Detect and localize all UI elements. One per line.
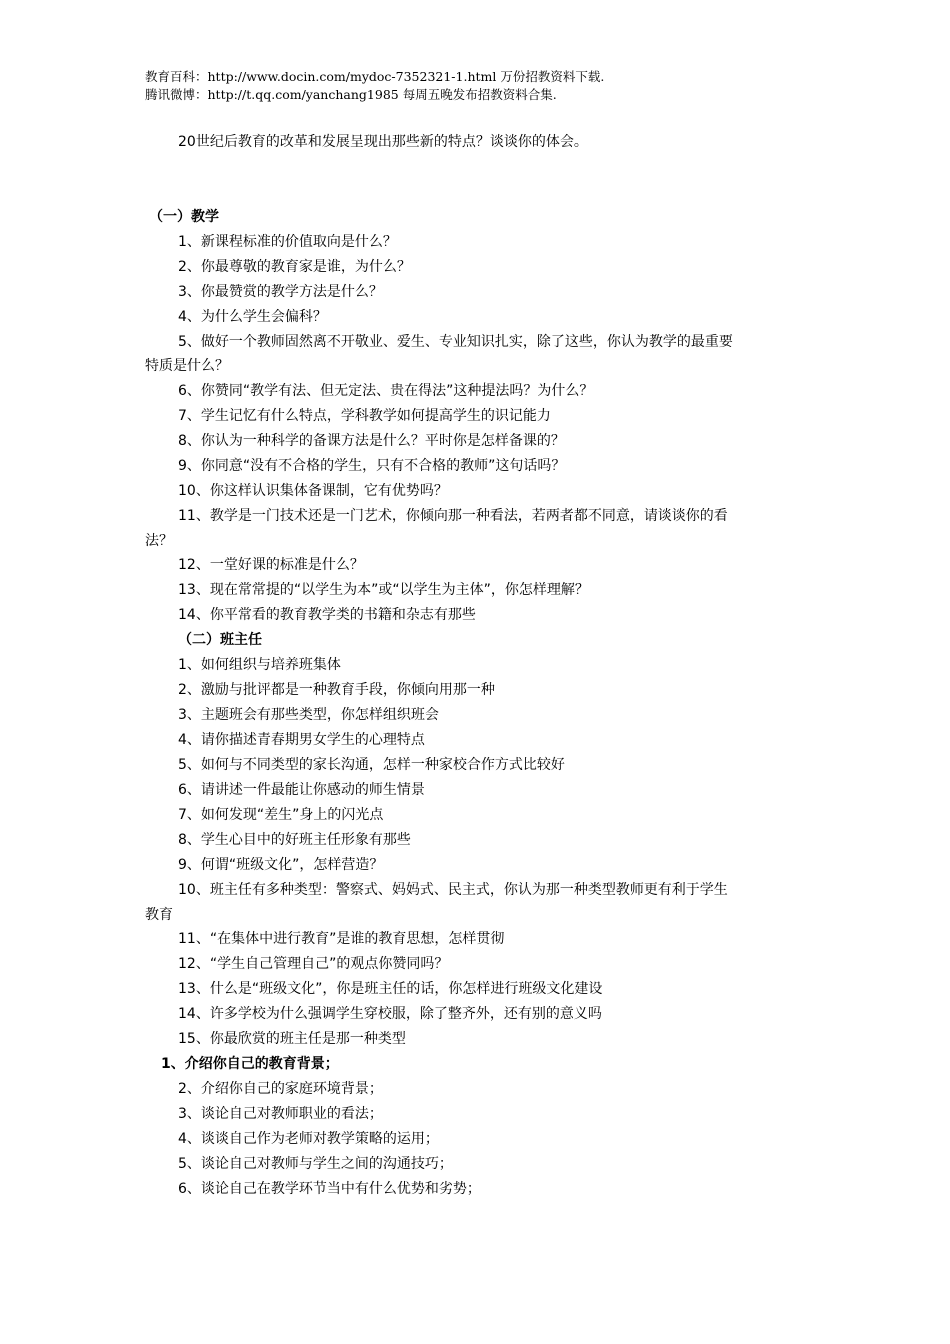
- self-intro-q4: 4、谈谈自己作为老师对教学策略的运用；: [178, 1131, 439, 1147]
- class-teacher-q2: 2、激励与批评都是一种教育手段，你倾向用那一种: [178, 682, 495, 698]
- header-line-weibo: 腾讯微博：http://t.qq.com/yanchang1985 每周五晚发布招教资料合集.: [145, 87, 557, 102]
- class-teacher-q1: 1、如何组织与培养班集体: [178, 657, 341, 673]
- class-teacher-q5: 5、如何与不同类型的家长沟通，怎样一种家校合作方式比较好: [178, 757, 565, 773]
- class-teacher-q4: 4、请你描述青春期男女学生的心理特点: [178, 732, 425, 748]
- teaching-q5-line1: 5、做好一个教师固然离不开敬业、爱生、专业知识扎实，除了这些，你认为教学的最重要: [178, 334, 733, 350]
- class-teacher-q7: 7、如何发现“差生”身上的闪光点: [178, 807, 384, 823]
- page-header: [145, 68, 604, 104]
- section-title-class-teacher: （二）班主任: [178, 632, 262, 648]
- self-intro-q2: 2、介绍你自己的家庭环境背景；: [178, 1081, 383, 1097]
- self-intro-q3: 3、谈论自己对教师职业的看法；: [178, 1106, 383, 1122]
- teaching-q8: 8、你认为一种科学的备课方法是什么？平时你是怎样备课的？: [178, 433, 565, 449]
- class-teacher-q11: 11、“在集体中进行教育”是谁的教育思想，怎样贯彻: [178, 931, 505, 947]
- class-teacher-q10-line1: 10、班主任有多种类型：警察式、妈妈式、民主式，你认为那一种类型教师更有利于学生: [178, 882, 728, 898]
- teaching-q14: 14、你平常看的教育教学类的书籍和杂志有那些: [178, 607, 476, 623]
- class-teacher-q13: 13、什么是“班级文化”，你是班主任的话，你怎样进行班级文化建设: [178, 981, 603, 997]
- class-teacher-q3: 3、主题班会有那些类型，你怎样组织班会: [178, 707, 439, 723]
- teaching-q7: 7、学生记忆有什么特点，学科教学如何提高学生的识记能力: [178, 408, 551, 424]
- class-teacher-q15: 15、你最欣赏的班主任是那一种类型: [178, 1031, 406, 1047]
- teaching-q3: 3、你最赞赏的教学方法是什么？: [178, 284, 383, 300]
- teaching-q11-line1: 11、教学是一门技术还是一门艺术，你倾向那一种看法，若两者都不同意，请谈谈你的看: [178, 508, 728, 524]
- header-line-docin: 教育百科：http://www.docin.com/mydoc-7352321-1.html 万份招教资料下载.: [145, 69, 605, 84]
- class-teacher-q10-line2: 教育: [145, 907, 173, 923]
- class-teacher-q9: 9、何谓“班级文化”，怎样营造？: [178, 857, 384, 873]
- teaching-q5-line2: 特质是什么？: [145, 358, 229, 374]
- class-teacher-q12: 12、“学生自己管理自己”的观点你赞同吗？: [178, 956, 449, 972]
- teaching-q6: 6、你赞同“教学有法、但无定法、贵在得法”这种提法吗？为什么？: [178, 383, 594, 399]
- self-intro-q1: 1、介绍你自己的教育背景；: [161, 1056, 339, 1072]
- teaching-q12: 12、一堂好课的标准是什么？: [178, 557, 364, 573]
- class-teacher-q6: 6、请讲述一件最能让你感动的师生情景: [178, 782, 425, 798]
- self-intro-q5: 5、谈论自己对教师与学生之间的沟通技巧；: [178, 1156, 453, 1172]
- teaching-q13: 13、现在常常提的“以学生为本”或“以学生为主体”，你怎样理解？: [178, 582, 589, 598]
- teaching-q1: 1、新课程标准的价值取向是什么？: [178, 234, 397, 250]
- teaching-q2: 2、你最尊敬的教育家是谁，为什么？: [178, 259, 411, 275]
- teaching-q11-line2: 法？: [145, 533, 173, 549]
- class-teacher-q14: 14、许多学校为什么强调学生穿校服，除了整齐外，还有别的意义吗: [178, 1006, 602, 1022]
- teaching-q10: 10、你这样认识集体备课制，它有优势吗？: [178, 483, 448, 499]
- self-intro-q6: 6、谈论自己在教学环节当中有什么优势和劣势；: [178, 1181, 481, 1197]
- intro-question: 20世纪后教育的改革和发展呈现出那些新的特点？谈谈你的体会。: [178, 134, 588, 150]
- class-teacher-q8: 8、学生心目中的好班主任形象有那些: [178, 832, 411, 848]
- teaching-q4: 4、为什么学生会偏科？: [178, 309, 327, 325]
- teaching-q9: 9、你同意“没有不合格的学生，只有不合格的教师”这句话吗？: [178, 458, 566, 474]
- section-title-teaching: （一）教学: [149, 209, 219, 225]
